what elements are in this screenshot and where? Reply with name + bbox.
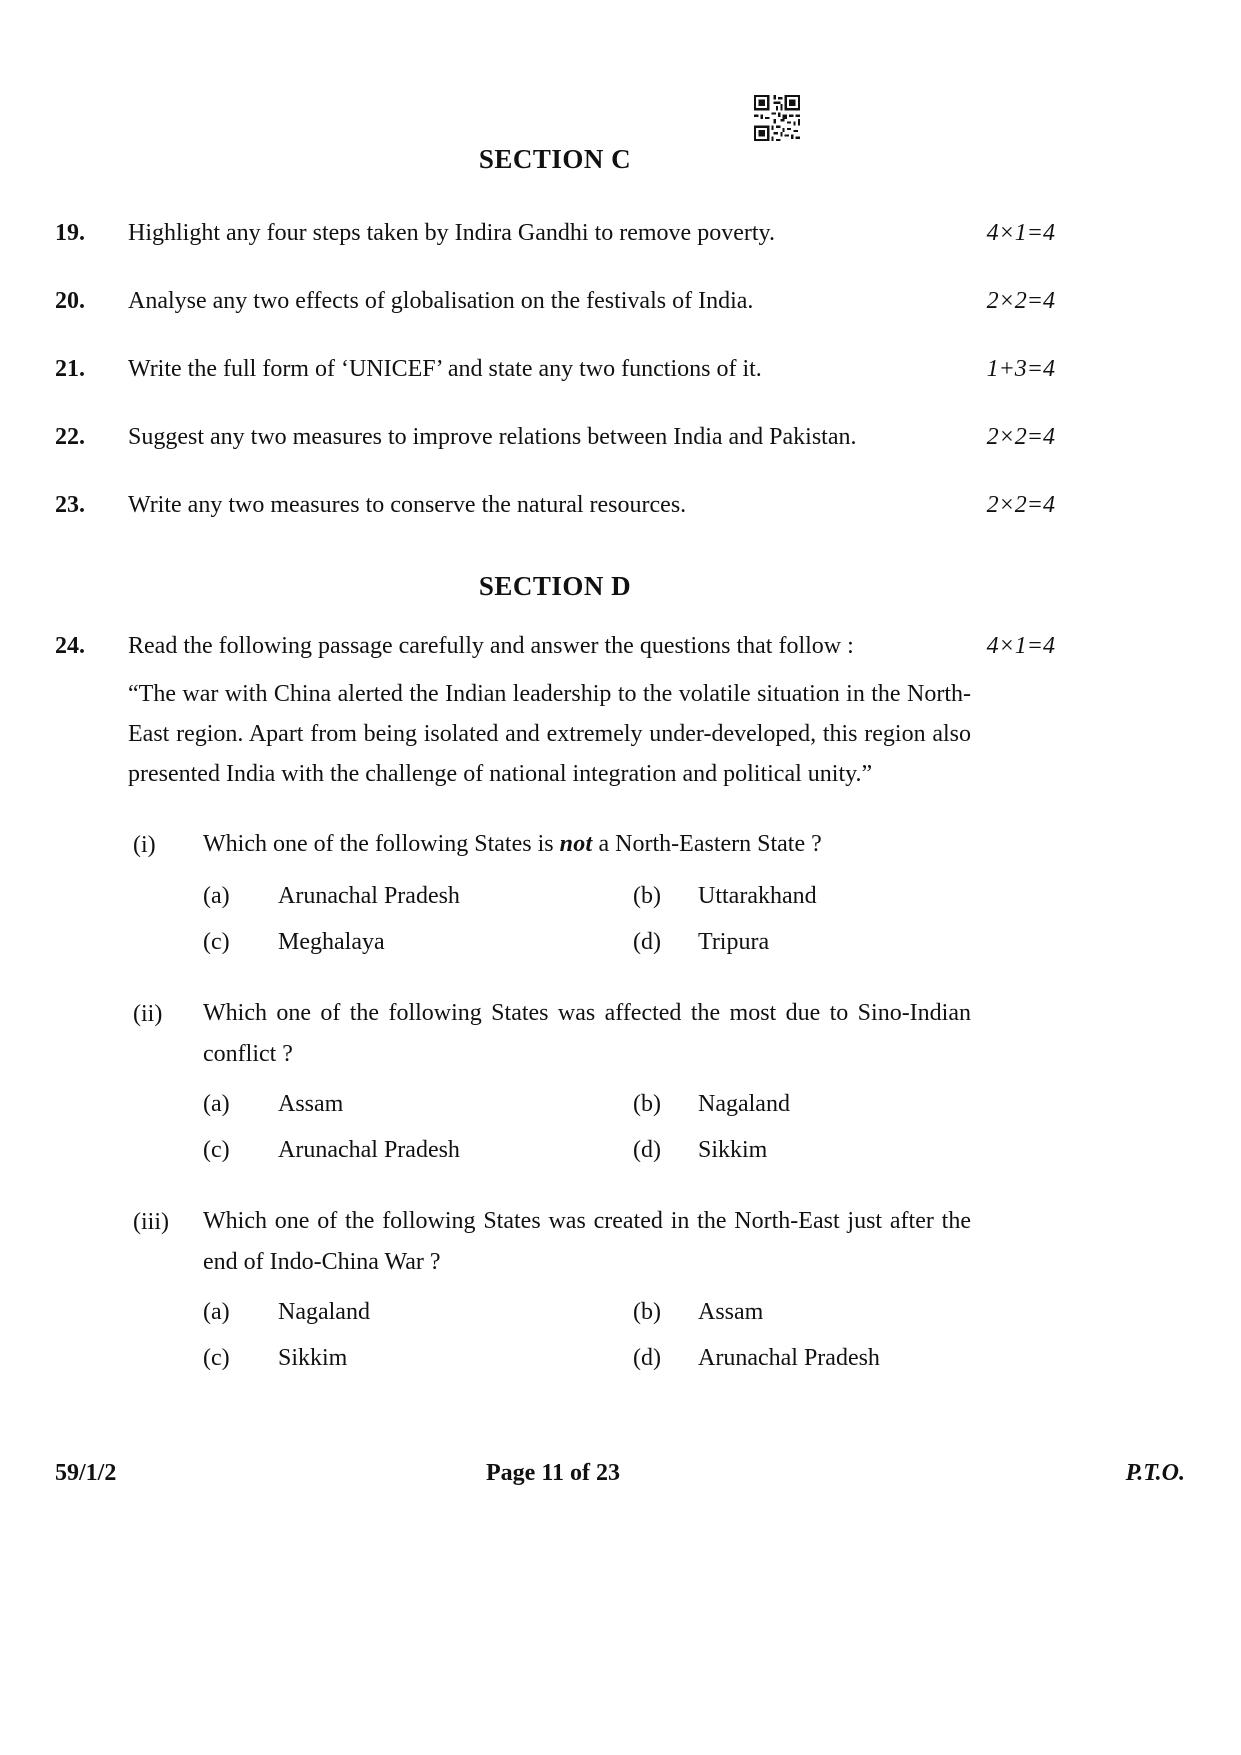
question-marks: 4×1=4: [986, 633, 1055, 659]
question-text: Write any two measures to conserve the natural resources.: [128, 492, 687, 518]
question-24: [55, 625, 1055, 1379]
option-label: (c): [203, 929, 230, 955]
options-grid: [203, 1292, 971, 1379]
pto-label: P.T.O.: [1125, 1460, 1185, 1486]
option-label: (b): [633, 1091, 661, 1117]
qr-code: [753, 95, 801, 141]
option-label: (b): [633, 1299, 661, 1325]
option-text: Meghalaya: [278, 929, 385, 955]
question-number: 22.: [55, 424, 85, 450]
subquestions: [128, 794, 971, 1379]
subquestion-iii: [128, 1201, 971, 1379]
option-text: Nagaland: [278, 1299, 370, 1325]
question-marks: 2×2=4: [986, 424, 1055, 450]
page-content: [55, 0, 1055, 1379]
question-intro: Read the following passage carefully and answer the questions that follow :: [128, 633, 854, 659]
option-text: Uttarakhand: [698, 883, 817, 909]
option-label: (a): [203, 883, 230, 909]
option-text: Sikkim: [278, 1345, 348, 1371]
question-number: 23.: [55, 492, 85, 518]
subquestion-label: (i): [133, 832, 156, 858]
subquestion-ii: [128, 993, 971, 1171]
option-label: (d): [633, 1137, 661, 1163]
question-number: 24.: [55, 633, 85, 659]
option-text: Arunachal Pradesh: [698, 1345, 880, 1371]
question-marks: 2×2=4: [986, 288, 1055, 314]
option-label: (a): [203, 1299, 230, 1325]
option-text: Tripura: [698, 929, 770, 955]
option-text: Assam: [698, 1299, 764, 1325]
question-23: [55, 484, 1055, 527]
question-text: Analyse any two effects of globalisation on the festivals of India.: [128, 288, 754, 314]
subquestion-text: Which one of the following States was affected the most due to Sino-Indian conflict ?: [203, 1000, 971, 1067]
subquestion-i: [128, 824, 971, 963]
option-text: Arunachal Pradesh: [278, 883, 460, 909]
section-d-heading: SECTION D: [478, 571, 632, 601]
options-grid: [203, 1084, 971, 1171]
option-text: Sikkim: [698, 1137, 768, 1163]
subquestion-label: (iii): [133, 1209, 169, 1235]
page-number: 11: [541, 1460, 564, 1486]
question-text: Highlight any four steps taken by Indira Gandhi to remove poverty.: [128, 220, 775, 246]
question-marks: 1+3=4: [986, 356, 1055, 382]
passage-text: “The war with China alerted the Indian leadership to the volatile situation in the North-East region. Apart from being isolated and extremely under-developed, this region also presented India with the challenge of national integration and political unity.”: [128, 681, 971, 787]
question-marks: 4×1=4: [986, 220, 1055, 246]
question-20: [55, 280, 1055, 323]
question-text: Suggest any two measures to improve relations between India and Pakistan.: [128, 424, 857, 450]
subquestion-text-after: a North-Eastern State ?: [592, 831, 822, 857]
subquestion-label: (ii): [133, 1001, 163, 1027]
option-label: (b): [633, 883, 661, 909]
question-marks: 2×2=4: [986, 492, 1055, 518]
question-number: 21.: [55, 356, 85, 382]
section-c-heading: SECTION C: [478, 144, 632, 174]
option-label: (c): [203, 1345, 230, 1371]
subquestion-emphasis: not: [559, 831, 593, 857]
question-21: [55, 348, 1055, 391]
question-number: 19.: [55, 220, 85, 246]
subquestion-text-before: Which one of the following States is: [203, 831, 560, 857]
question-text: Write the full form of ‘UNICEF’ and state any two functions of it.: [128, 356, 762, 382]
option-label: (d): [633, 1345, 661, 1371]
options-grid: [203, 876, 971, 963]
option-label: (a): [203, 1091, 230, 1117]
option-text: Nagaland: [698, 1091, 790, 1117]
subquestion-text: [203, 824, 971, 867]
page-indicator-suffix: of 23: [570, 1460, 620, 1486]
option-text: Arunachal Pradesh: [278, 1137, 460, 1163]
option-text: Assam: [278, 1091, 344, 1117]
page-indicator: [486, 1458, 620, 1488]
option-label: (c): [203, 1137, 230, 1163]
option-label: (d): [633, 929, 661, 955]
question-19: [55, 212, 1055, 255]
subquestion-text: Which one of the following States was created in the North-East just after the end of Indo-China War ?: [203, 1208, 971, 1275]
paper-code: 59/1/2: [55, 1460, 117, 1486]
page-indicator-prefix: Page: [486, 1460, 536, 1486]
question-22: [55, 416, 1055, 459]
qr-code-icon: [753, 95, 801, 141]
question-number: 20.: [55, 288, 85, 314]
